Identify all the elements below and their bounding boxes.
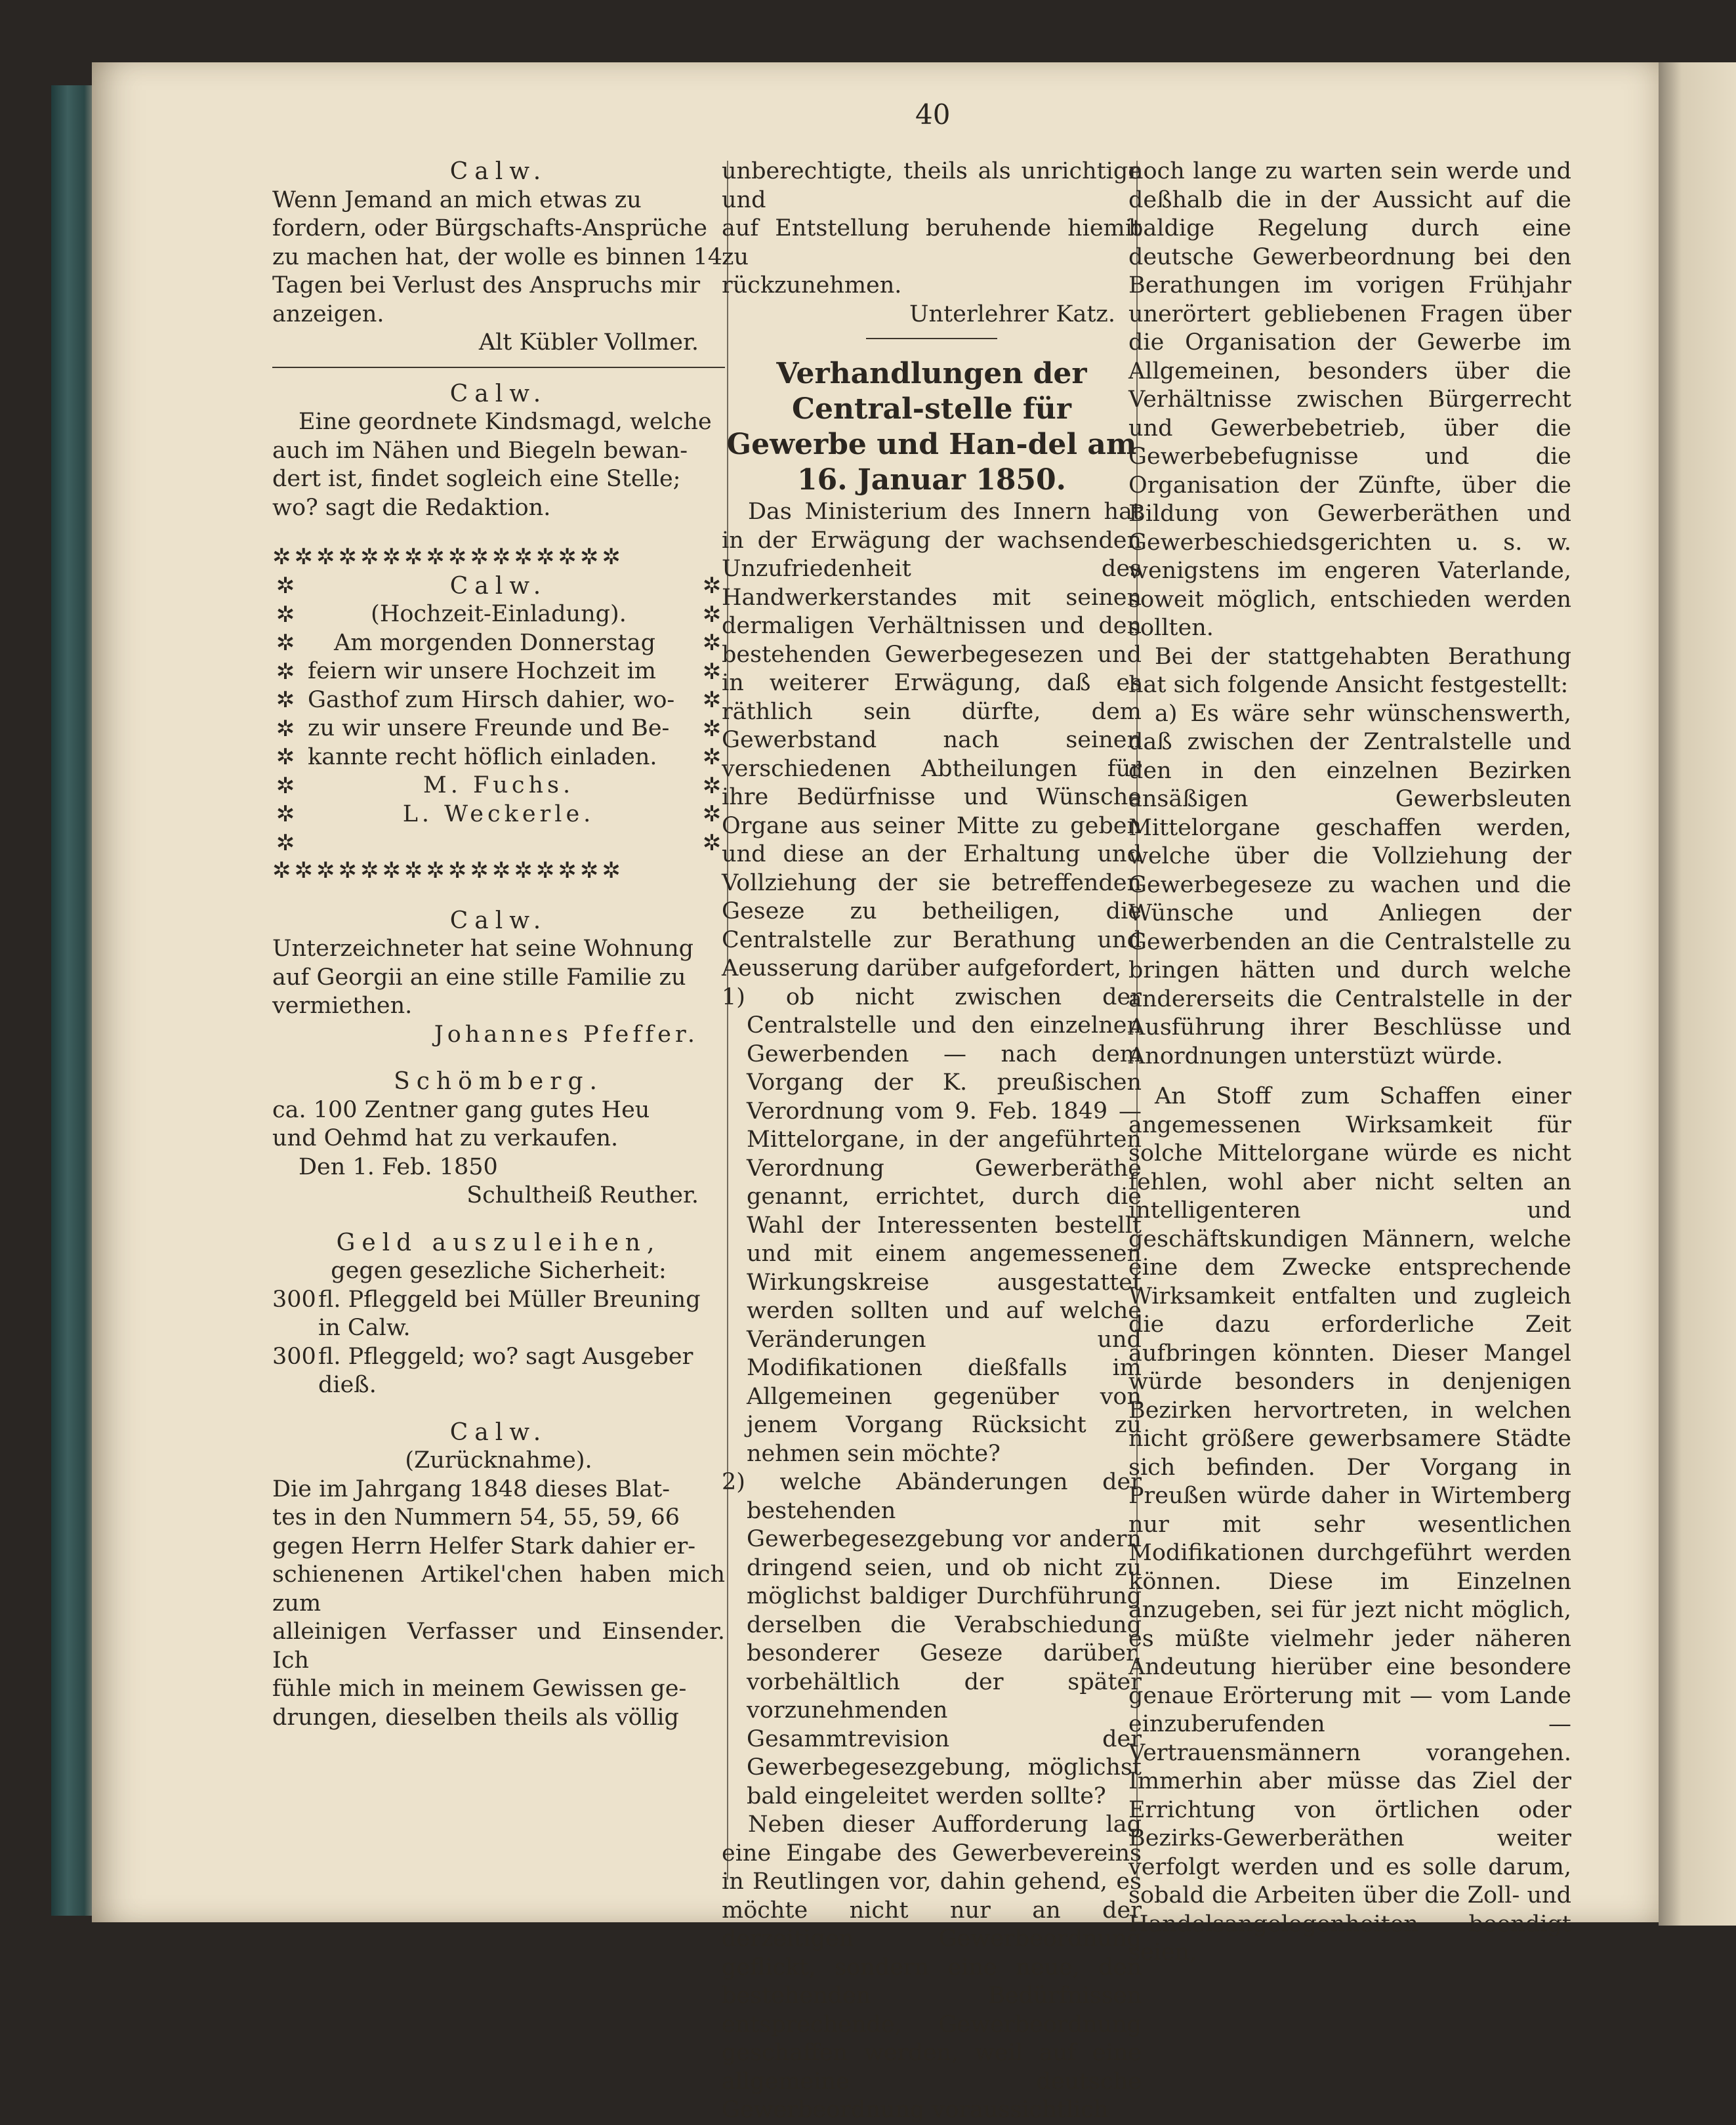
star-border-bottom: ✲✲✲✲✲✲✲✲✲✲✲✲✲✲✲✲ bbox=[272, 857, 624, 884]
notice-signature: Alt Kübler Vollmer. bbox=[478, 329, 699, 356]
notice-date: Den 1. Feb. 1850 bbox=[299, 1153, 498, 1180]
divider bbox=[866, 338, 997, 339]
notice-line: Am morgenden Donnerstag bbox=[334, 629, 655, 656]
notice-heading: Geld auszuleihen, bbox=[336, 1229, 661, 1256]
notice-line: Tagen bei Verlust des Anspruchs mir bbox=[272, 272, 701, 299]
notice-heading: Calw. bbox=[449, 380, 548, 407]
notice-line: tes in den Nummern 54, 55, 59, 66 bbox=[272, 1504, 680, 1531]
notice-line: kannte recht höflich einladen. bbox=[308, 743, 657, 770]
article-paragraph: Das Ministerium des Innern hat in der Erwägung der wachsenden Unzufriedenheit des Handwerkerstandes mit seinen dermaligen Verhältnissen und den bestehenden Gewerbegesezen und in weiterer Erwägung, daß es räthlich sein dürfte, dem Gewerbstand nach seinen verschiedenen Abtheilungen für ihre Bedürfnisse und Wünsche Organe aus seiner Mitte zu geben und diese an der Erhaltung und Vollziehung der sie betreffenden Geseze zu betheiligen, die Centralstelle zur Berathung und Aeusserung darüber aufgefordert, bbox=[722, 499, 1142, 981]
notice-subheading: (Hochzeit-Einladung). bbox=[371, 601, 627, 627]
notice-line: auch im Nähen und Biegeln bewan- bbox=[272, 437, 688, 464]
article-paragraph: noch lange zu warten sein werde und deßhalb die in der Aussicht auf die baldige Regelung durch eine deutsche Gewerbeordnung bei den Berathungen im vorigen Frühjahr unerörtert gebliebenen Fragen über die Organisation der Gewerbe im Allgemeinen, besonders über die Verhältnisse zwischen Bürgerrecht und Gewerbebetrieb, über die Gewerbebefugnisse und die Organisation der Zünfte, über die Bildung von Gewerberäthen und Gewerbeschiedsgerichten u. s. w. wenigstens im engeren Vaterlande, soweit möglich, entschieden werden sollten. bbox=[1128, 158, 1571, 641]
notice-line: vermiethen. bbox=[272, 993, 413, 1019]
article-paragraph: Neben dieser Aufforderung lag eine Eingabe des Gewerbevereins in Reutlingen vor, dahin gehend, es möchte nicht nur an der derzeitigen Gewerbeordnung geflickt, sondern eine neue, den bestehenden Bedürfnissen entsprechende, Gewerbeordnung geschaffen werden, weil auf eine allgemeine deutsche Gewerbeordnung voraussichtlich bbox=[722, 1811, 1142, 2123]
notice-calw-nursemaid bbox=[272, 380, 725, 523]
notice-line: gegen Herrn Helfer Stark dahier er- bbox=[272, 1533, 696, 1559]
notice-signature: Johannes Pfeffer. bbox=[434, 1021, 699, 1048]
notice-line: Wenn Jemand an mich etwas zu bbox=[272, 186, 642, 213]
notice-line: zu wir unsere Freunde und Be- bbox=[308, 715, 670, 741]
page-number: 40 bbox=[915, 98, 951, 131]
notice-line: anzeigen. bbox=[272, 300, 384, 327]
notice-signature: M. Fuchs. bbox=[423, 772, 575, 798]
notice-line: auf Georgii an eine stille Familie zu bbox=[272, 964, 686, 991]
article-paragraph: a) Es wäre sehr wünschenswerth, daß zwischen der Zentralstelle und den in den einzelnen Bezirken ansäßigen Gewerbsleuten Mittelorgane geschaffen werden, welche über die Vollziehung der Gewerbegeseze zu wachen und die Wünsche und Anliegen der Gewerbenden an die Centralstelle zu bringen hätten und durch welche andererseits die Centralstelle in der Ausführung ihrer Beschlüsse und Anordnungen unterstüzt würde. bbox=[1128, 700, 1571, 1069]
wedding-invitation-frame bbox=[272, 543, 725, 886]
notice-heading: Calw. bbox=[449, 907, 548, 934]
notice-line: alleinigen Verfasser und Einsender. Ich bbox=[272, 1619, 725, 1674]
article-item-1: 1) ob nicht zwischen der Centralstelle und den einzelnen Gewerbenden — nach dem Vorgang der K. preußischen Verordnung vom 9. Feb. 1849 — Mittelorgane, in der angeführten Verordnung Gewerberäthe genannt, errichtet, durch die Wahl der Interessenten bestellt und mit einem angemessenen Wirkungskreise ausgestattet werden sollten und auf welche Veränderungen und Modifikationen dießfalls im Allgemeinen gegenüber von jenem Vorgang Rücksicht zu nehmen sein möchte? bbox=[722, 983, 1142, 1467]
notice-heading: Calw. bbox=[449, 158, 548, 185]
notice-line: fühle mich in meinem Gewissen ge- bbox=[272, 1676, 687, 1702]
notice-line: Eine geordnete Kindsmagd, welche bbox=[299, 409, 712, 435]
notice-heading: Calw. bbox=[449, 1418, 548, 1446]
retraction-signature: Unterlehrer Katz. bbox=[909, 300, 1115, 327]
notice-heading: Calw. bbox=[449, 572, 548, 600]
notice-signature: L. Weckerle. bbox=[402, 800, 595, 827]
loan-amount: 300 bbox=[272, 1286, 316, 1313]
star-border-right: ✲ ✲ ✲ ✲ ✲ ✲ ✲ ✲ ✲ ✲ bbox=[702, 573, 722, 856]
loan-text: fl. Pfleggeld bei Müller Breuning in Calw. bbox=[318, 1286, 701, 1341]
notice-schoemberg-hay bbox=[272, 1067, 725, 1210]
notice-line: feiern wir unsere Hochzeit im bbox=[308, 658, 656, 684]
loan-text: fl. Pfleggeld; wo? sagt Ausgeber dieß. bbox=[318, 1343, 693, 1398]
notice-subheading: (Zurücknahme). bbox=[405, 1447, 592, 1474]
page-edge bbox=[1659, 62, 1736, 1926]
notice-calw-claims bbox=[272, 157, 725, 358]
continuation-line: unberechtigte, theils als unrichtige und bbox=[722, 158, 1142, 213]
notice-subheading: gegen gesezliche Sicherheit: bbox=[331, 1258, 667, 1284]
notice-line: dert ist, findet sogleich eine Stelle; bbox=[272, 466, 681, 492]
continuation-line: auf Entstellung beruhende hiemit zu bbox=[722, 215, 1142, 270]
loan-item bbox=[272, 1343, 725, 1400]
notice-line: Die im Jahrgang 1848 dieses Blat- bbox=[272, 1475, 671, 1502]
notice-heading: Schömberg. bbox=[394, 1068, 604, 1095]
column-3 bbox=[1128, 157, 1571, 1968]
loan-item bbox=[272, 1286, 725, 1343]
article-item-2: 2) welche Abänderungen der bestehenden Gewerbegesezgebung vor andern dringend seien, und ob nicht zu möglichst baldiger Durchführung derselben die Verabschiedung besonderer Geseze darüber, vorbehältlich der später vorzunehmenden Gesammtrevision der Gewerbegesezgebung, möglichst bald eingeleitet werden sollte? bbox=[722, 1469, 1142, 1809]
column-1 bbox=[272, 157, 725, 1732]
star-border-left: ✲ ✲ ✲ ✲ ✲ ✲ ✲ ✲ ✲ ✲ bbox=[276, 573, 295, 856]
notice-calw-apartment bbox=[272, 907, 725, 1050]
notice-calw-retraction bbox=[272, 1418, 725, 1733]
notice-line: ca. 100 Zentner gang gutes Heu bbox=[272, 1096, 650, 1123]
star-border-top: ✲✲✲✲✲✲✲✲✲✲✲✲✲✲✲✲ bbox=[272, 544, 624, 570]
notice-signature: Schultheiß Reuther. bbox=[466, 1182, 699, 1208]
article-paragraph: Bei der stattgehabten Berathung hat sich folgende Ansicht festgestellt: bbox=[1128, 643, 1571, 698]
notice-line: drungen, dieselben theils als völlig bbox=[272, 1704, 679, 1731]
continuation-line: rückzunehmen. bbox=[722, 272, 902, 299]
notice-line: zu machen hat, der wolle es binnen 14 bbox=[272, 243, 723, 270]
notice-line: wo? sagt die Redaktion. bbox=[272, 494, 551, 521]
notice-money-lending bbox=[272, 1229, 725, 1400]
notice-line: fordern, oder Bürgschafts-Ansprüche bbox=[272, 215, 707, 241]
loan-amount: 300 bbox=[272, 1343, 316, 1370]
notice-line: Unterzeichneter hat seine Wohnung bbox=[272, 936, 694, 962]
article-paragraph: An Stoff zum Schaffen einer angemessenen Wirksamkeit für solche Mittelorgane würde es nicht fehlen, wohl aber nicht selten an intelligenteren und geschäftskundigen Männern, welche eine dem Zwecke entsprechende Wirksamkeit entfalten und zugleich die dazu erforderliche Zeit aufbringen könnten. Dieser Mangel würde besonders in denjenigen Bezirken hervortreten, in welchen nicht größere gewerbsamere Städte sich befinden. Der Vorgang in Preußen würde daher in Wirtemberg nur mit sehr wesentlichen Modifikationen durchgeführt werden können. Diese im Einzelnen anzugeben, sei für jezt nicht möglich, es müßte vielmehr jeder näheren Andeutung hierüber eine besondere genaue Erörterung mit — vom Lande einzuberufenden — Vertrauensmännern vorangehen. Immerhin aber müsse das Ziel der Errichtung von örtlichen oder Bezirks-Gewerberäthen weiter verfolgt werden und es solle darum, sobald die Arbeiten über die Zoll- und Handelsangelegenheiten beendigt seien, bbox=[1128, 1083, 1571, 1966]
column-2 bbox=[722, 157, 1142, 2125]
notice-line: und Oehmd hat zu verkaufen. bbox=[272, 1125, 619, 1151]
divider bbox=[272, 367, 725, 368]
article-title: Verhandlungen der Central-stelle für Gewerbe und Han-del am 16. Januar 1850. bbox=[726, 357, 1137, 497]
notice-line: schienenen Artikel'chen haben mich zum bbox=[272, 1561, 725, 1617]
notice-line: Gasthof zum Hirsch dahier, wo- bbox=[308, 686, 675, 713]
